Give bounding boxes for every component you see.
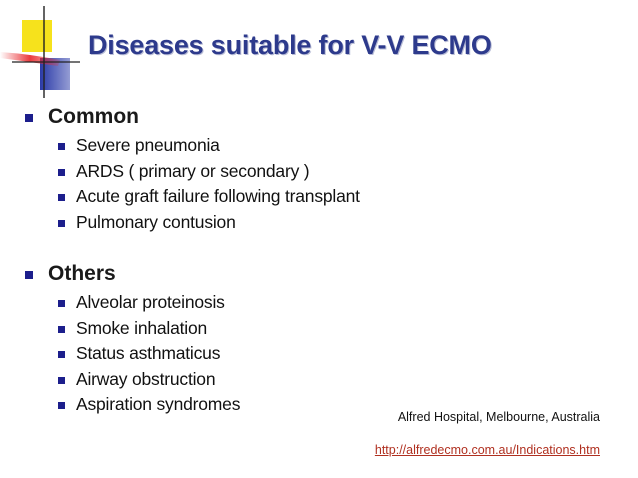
list-item-text: Aspiration syndromes xyxy=(76,394,241,414)
square-bullet-icon xyxy=(58,220,65,227)
square-bullet-icon xyxy=(58,326,65,333)
source-link[interactable]: http://alfredecmo.com.au/Indications.htm xyxy=(374,443,600,457)
list-item-text: Severe pneumonia xyxy=(76,135,220,155)
square-bullet-icon xyxy=(58,143,65,150)
square-bullet-icon xyxy=(58,194,65,201)
list-item-text: Acute graft failure following transplant xyxy=(76,186,360,206)
square-bullet-icon xyxy=(58,169,65,176)
slide-logo-decoration xyxy=(0,0,80,100)
square-bullet-icon xyxy=(58,300,65,307)
source-attribution: Alfred Hospital, Melbourne, Australia xyxy=(397,410,600,424)
logo-yellow-square xyxy=(22,20,52,52)
list-item-text: Status asthmaticus xyxy=(76,343,221,363)
slide-title: Diseases suitable for V-V ECMO xyxy=(88,30,492,60)
list-item-text: Alveolar proteinosis xyxy=(76,292,225,312)
list-item-text: Pulmonary contusion xyxy=(76,211,236,232)
square-bullet-icon xyxy=(25,271,33,279)
logo-red-streak xyxy=(0,52,60,66)
section-heading-label: Common xyxy=(48,105,139,128)
square-bullet-icon xyxy=(25,114,33,122)
square-bullet-icon xyxy=(58,402,65,409)
list-item-text: ARDS ( primary or secondary ) xyxy=(76,160,310,181)
square-bullet-icon xyxy=(58,377,65,384)
list-item-text: Smoke inhalation xyxy=(76,317,208,338)
list-item-text: Airway obstruction xyxy=(76,368,216,389)
square-bullet-icon xyxy=(58,351,65,358)
section-heading-label: Others xyxy=(48,262,116,285)
